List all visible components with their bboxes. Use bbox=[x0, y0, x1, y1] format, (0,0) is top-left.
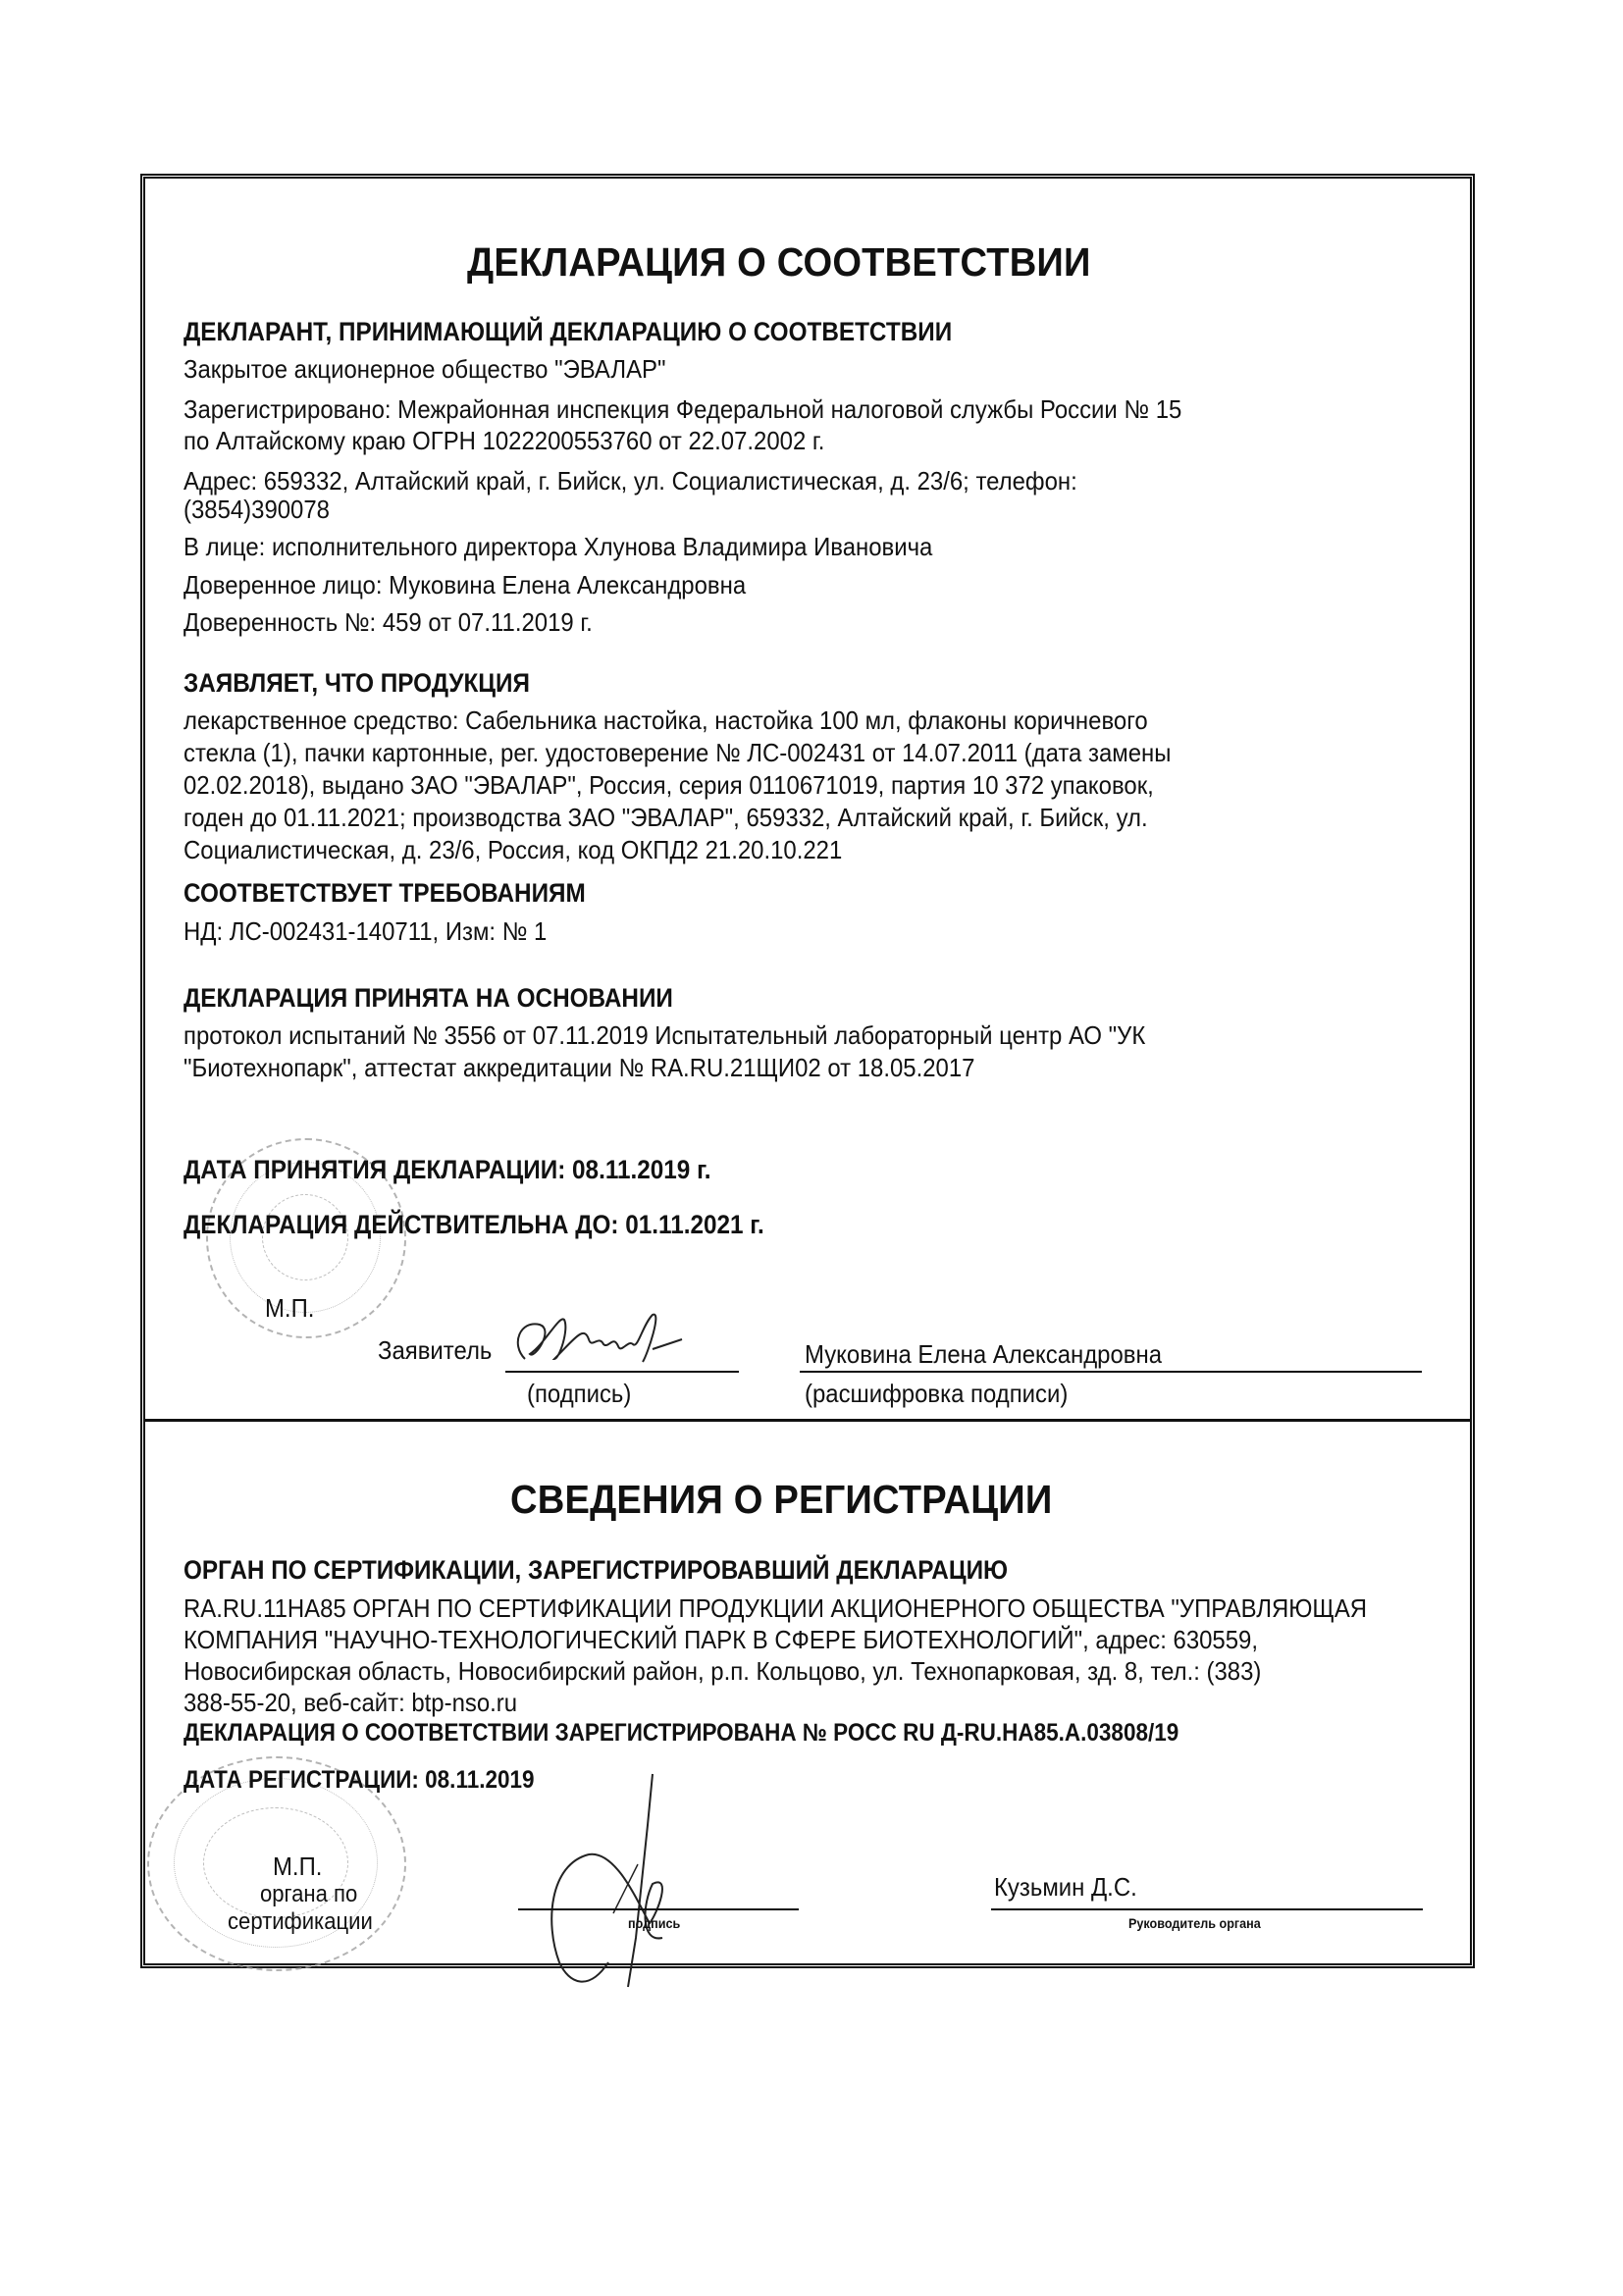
registered-number: ДЕКЛАРАЦИЯ О СООТВЕТСТВИИ ЗАРЕГИСТРИРОВАНА № РОСС RU Д-RU.НА85.А.03808/19 bbox=[183, 1719, 1179, 1747]
certification-signature-icon bbox=[530, 1766, 726, 1987]
signer-name-line bbox=[800, 1371, 1422, 1373]
section-divider bbox=[143, 1419, 1472, 1422]
declarant-address-line2: (3854)390078 bbox=[183, 495, 330, 524]
applicant-signature-line bbox=[505, 1371, 739, 1373]
signer-name: Муковина Елена Александровна bbox=[805, 1339, 1163, 1369]
registration-title: СВЕДЕНИЯ О РЕГИСТРАЦИИ bbox=[510, 1477, 1053, 1522]
cert-signature-caption: подпись bbox=[628, 1915, 681, 1931]
declarant-address-line1: Адрес: 659332, Алтайский край, г. Бийск, ул. Социалистическая, д. 23/6; телефон: bbox=[183, 466, 1077, 496]
cert-seal-line3: сертификации bbox=[228, 1908, 373, 1935]
head-caption: Руководитель органа bbox=[1128, 1915, 1261, 1931]
product-line: Социалистическая, д. 23/6, Россия, код ОКПД2 21.20.10.221 bbox=[183, 835, 843, 864]
certification-body-heading: ОРГАН ПО СЕРТИФИКАЦИИ, ЗАРЕГИСТРИРОВАВШИЙ ДЕКЛАРАЦИЮ bbox=[183, 1555, 1009, 1585]
basis-line: протокол испытаний № 3556 от 07.11.2019 Испытательный лабораторный центр АО "УК bbox=[183, 1020, 1146, 1050]
requirements-text: НД: ЛС-002431-140711, Изм: № 1 bbox=[183, 916, 548, 946]
applicant-signature-caption: (подпись) bbox=[527, 1379, 632, 1408]
declarant-heading: ДЕКЛАРАНТ, ПРИНИМАЮЩИЙ ДЕКЛАРАЦИЮ О СООТВЕТСТВИИ bbox=[183, 317, 953, 346]
cert-seal-line2: органа по bbox=[260, 1881, 358, 1907]
product-line: 02.02.2018), выдано ЗАО "ЭВАЛАР", Россия, серия 0110671019, партия 10 372 упаковок, bbox=[183, 770, 1154, 800]
declarant-trustee: Доверенное лицо: Муковина Елена Александровна bbox=[183, 570, 747, 600]
registration-date: ДАТА РЕГИСТРАЦИИ: 08.11.2019 bbox=[183, 1766, 535, 1794]
cert-seal-line1: М.П. bbox=[273, 1852, 323, 1881]
basis-heading: ДЕКЛАРАЦИЯ ПРИНЯТА НА ОСНОВАНИИ bbox=[183, 983, 673, 1013]
declarant-registered-line2: по Алтайскому краю ОГРН 1022200553760 от 22.07.2002 г. bbox=[183, 426, 825, 455]
product-line: годен до 01.11.2021; производства ЗАО "ЭВАЛАР", 659332, Алтайский край, г. Бийск, ул. bbox=[183, 803, 1148, 832]
certification-body-line: RA.RU.11НА85 ОРГАН ПО СЕРТИФИКАЦИИ ПРОДУКЦИИ АКЦИОНЕРНОГО ОБЩЕСТВА "УПРАВЛЯЮЩАЯ bbox=[183, 1593, 1368, 1623]
declarant-represented-by: В лице: исполнительного директора Хлунова Владимира Ивановича bbox=[183, 532, 933, 561]
signer-caption: (расшифровка подписи) bbox=[805, 1379, 1069, 1408]
requirements-heading: СООТВЕТСТВУЕТ ТРЕБОВАНИЯМ bbox=[183, 878, 586, 908]
basis-line: "Биотехнопарк", аттестат аккредитации № RA.RU.21ЩИ02 от 18.05.2017 bbox=[183, 1053, 975, 1082]
valid-until: ДЕКЛАРАЦИЯ ДЕЙСТВИТЕЛЬНА ДО: 01.11.2021 г. bbox=[183, 1210, 764, 1239]
head-name-line bbox=[991, 1908, 1423, 1910]
applicant-label: Заявитель bbox=[378, 1335, 493, 1365]
head-name: Кузьмин Д.С. bbox=[994, 1872, 1137, 1902]
product-line: стекла (1), пачки картонные, рег. удостоверение № ЛС-002431 от 14.07.2011 (дата замены bbox=[183, 738, 1172, 767]
certification-body-line: КОМПАНИЯ "НАУЧНО-ТЕХНОЛОГИЧЕСКИЙ ПАРК В СФЕРЕ БИОТЕХНОЛОГИЙ", адрес: 630559, bbox=[183, 1625, 1258, 1654]
certification-body-line: 388-55-20, веб-сайт: btp-nso.ru bbox=[183, 1688, 518, 1717]
certification-body-line: Новосибирская область, Новосибирский район, р.п. Кольцово, ул. Технопарковая, зд. 8, тел.: (383) bbox=[183, 1656, 1262, 1686]
declarant-power-of-attorney: Доверенность №: 459 от 07.11.2019 г. bbox=[183, 607, 593, 637]
cert-signature-line bbox=[518, 1908, 799, 1910]
product-heading: ЗАЯВЛЯЕТ, ЧТО ПРОДУКЦИЯ bbox=[183, 668, 530, 698]
declaration-title: ДЕКЛАРАЦИЯ О СООТВЕТСТВИИ bbox=[467, 239, 1091, 285]
declarant-company: Закрытое акционерное общество "ЭВАЛАР" bbox=[183, 354, 666, 384]
seal-label: М.П. bbox=[265, 1293, 315, 1323]
date-accepted: ДАТА ПРИНЯТИЯ ДЕКЛАРАЦИИ: 08.11.2019 г. bbox=[183, 1155, 711, 1184]
applicant-signature-icon bbox=[505, 1305, 751, 1374]
product-line: лекарственное средство: Сабельника настойка, настойка 100 мл, флаконы коричневого bbox=[183, 705, 1148, 735]
declarant-registered-line1: Зарегистрировано: Межрайонная инспекция Федеральной налоговой службы России № 15 bbox=[183, 394, 1182, 424]
